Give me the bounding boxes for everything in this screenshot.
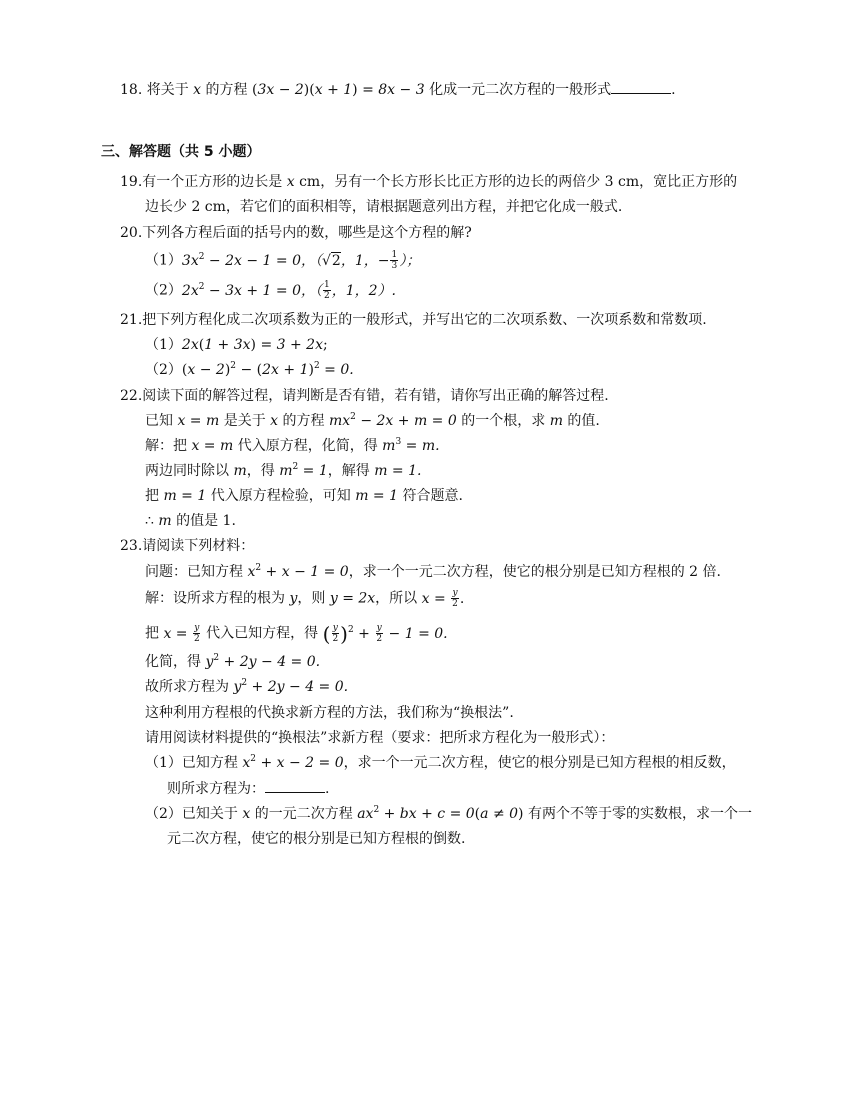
- question-23-part2: （2）已知关于 x 的一元二次方程 $ax^2$ + bx + c = 0(a ≠ 0) 有两个不等于零的实数根，求一个一: [145, 805, 752, 822]
- question-23-line4: 化简，得 $y^2 + 2y - 4 = 0$.: [145, 653, 321, 670]
- question-20: 20.下列各方程后面的括号内的数，哪些是这个方程的解?: [120, 225, 472, 241]
- question-23-line7: 请用阅读材料提供的“换根法”求新方程（要求：把所求方程化为一般形式）：: [145, 730, 615, 746]
- question-21-part1: （1）2x(1 + 3x) = 3 + 2x;: [145, 337, 328, 353]
- question-19: 19.有一个正方形的边长是 x cm，另有一个长方形长比正方形的边长的两倍少 3 cm，宽比正方形的: [120, 174, 738, 190]
- question-20-part1: $(1)3x^2 - 2x - 1 = 0$，（√2，1，− $\frac{1}{3}$ ）；: [145, 250, 421, 271]
- question-18: 18. 将关于 x 的方程 (3x − 2)(x + 1) = 8x − 3 化成一元二次方程的一般形式 .: [120, 79, 676, 100]
- question-21-part2: $(2)(x - 2)^2 - (2x + 1)^2 = 0$.: [145, 361, 354, 378]
- question-23-line6: 这种利用方程根的代换求新方程的方法，我们称为“换根法”.: [145, 705, 514, 721]
- question-23-line5: 故所求方程为 $y^2 + 2y - 4 = 0$.: [145, 678, 349, 695]
- equation: (3x − 2)(x + 1) = 8x − 3: [251, 82, 425, 98]
- section-title: 三、解答题（共 5 小题）: [101, 144, 261, 160]
- question-22-line2: 解：把 x = m 代入原方程，化简，得 $m^3 = m$.: [145, 437, 440, 454]
- question-23-line2: 解：设所求方程的根为 y，则 y = 2x，所以 x = $\frac{y}{2}$ .: [145, 588, 465, 609]
- question-22-line5: ∴ m 的值是 1.: [145, 513, 236, 529]
- question-23: 23.请阅读下列材料：: [120, 538, 255, 554]
- question-20-part2: $(2)2x^2 - 3x + 1 = 0$，（ $\frac{1}{2}$ ，1，2）.: [145, 280, 396, 301]
- question-23-part2-line2: 元二次方程，使它的根分别是已知方程根的倒数.: [167, 831, 466, 847]
- answer-blank: [611, 79, 671, 94]
- question-21: 21.把下列方程化成二次项系数为正的一般形式，并写出它的二次项系数、一次项系数和常数项.: [120, 312, 707, 328]
- question-22-line4: 把 m = 1 代入原方程检验，可知 m = 1 符合题意.: [145, 488, 463, 504]
- question-23-line3: 把 x = $\frac{y}{2}$ 代入已知方程，得 ( $\frac{y}{2}$ )$^2$ + $\frac{y}{2}$ − 1 = 0.: [145, 621, 448, 646]
- question-23-line1: 问题：已知方程 $x^2 + x - 1 = 0$，求一个一元二次方程，使它的根分别是已知方程根的 2 倍.: [145, 563, 721, 580]
- question-22-line1: 已知 x = m 是关于 x 的方程 $mx^2 - 2x + m = 0$ 的一个根，求 m 的值.: [145, 412, 600, 429]
- question-19-line2: 边长少 2 cm，若它们的面积相等，请根据题意列出方程，并把它化成一般式.: [145, 199, 623, 215]
- question-23-part1: （1）已知方程 $x^2 + x - 2 = 0$，求一个一元二次方程，使它的根分别是已知方程根的相反数，: [145, 754, 736, 771]
- question-22: 22.阅读下面的解答过程，请判断是否有错，若有错，请你写出正确的解答过程.: [120, 388, 609, 404]
- question-22-line3: 两边同时除以 m，得 $m^2 = 1$，解得 m = 1.: [145, 462, 422, 479]
- question-23-part1-answer: 则所求方程为： .: [167, 778, 329, 799]
- answer-blank: [265, 778, 325, 793]
